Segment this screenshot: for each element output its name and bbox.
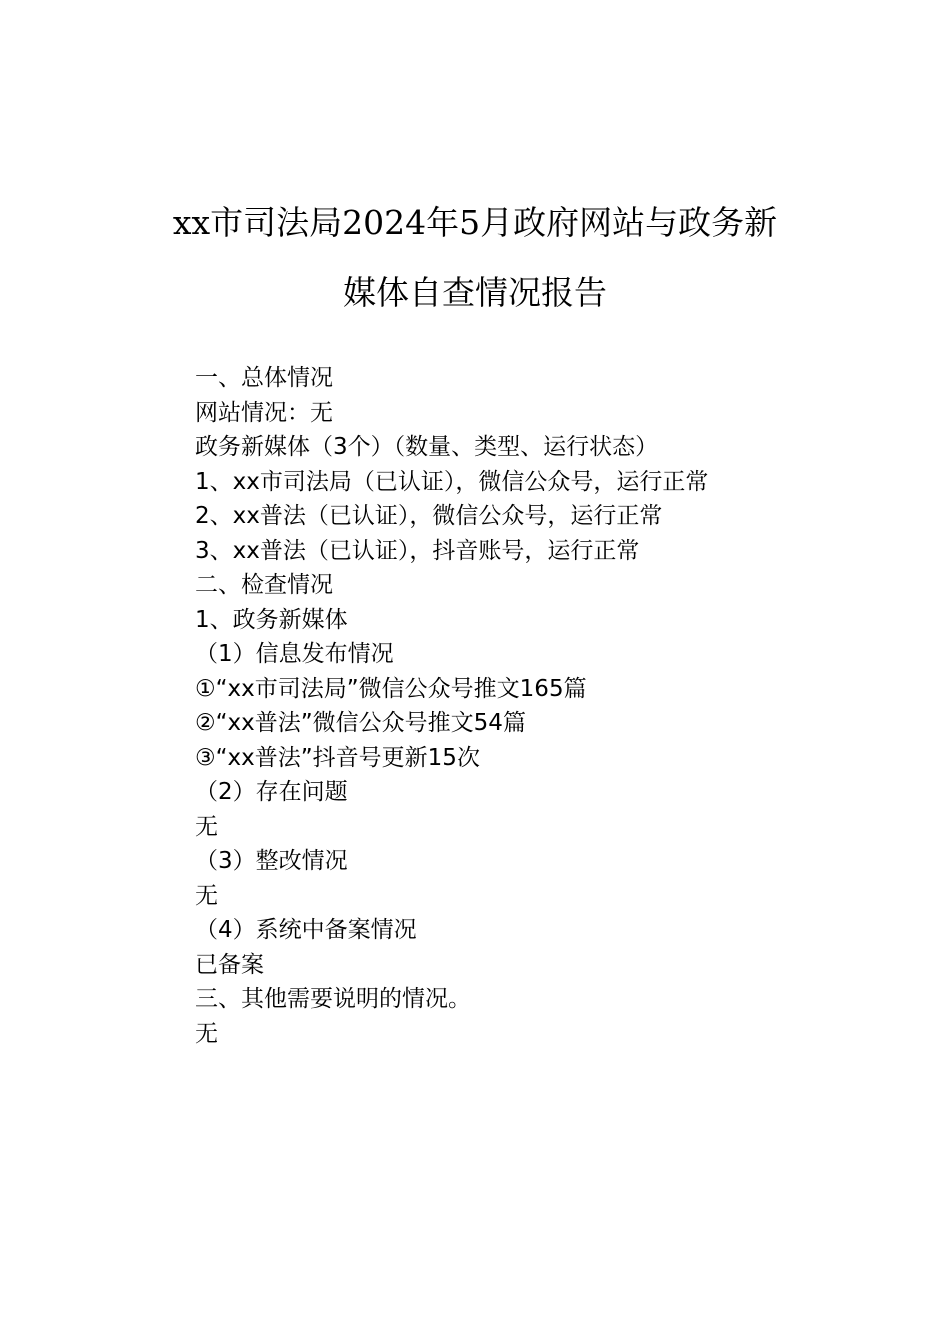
new-media-item-1: 1、xx市司法局（已认证），微信公众号，运行正常 <box>195 468 709 495</box>
new-media-item-2: 2、xx普法（已认证），微信公众号，运行正常 <box>195 503 663 529</box>
subsection-rectification: （3）整改情况 <box>195 848 348 874</box>
section-heading-inspection: 二、检查情况 <box>195 572 333 598</box>
problems-value: 无 <box>195 813 218 840</box>
subsection-problems: （2）存在问题 <box>195 779 348 805</box>
new-media-summary-line: 政务新媒体（3个）（数量、类型、运行状态） <box>195 434 659 460</box>
rectification-value: 无 <box>195 882 218 909</box>
document-title-line-2: 媒体自查情况报告 <box>343 273 607 312</box>
document-body <box>195 361 915 1051</box>
new-media-item-3: 3、xx普法（已认证），抖音账号，运行正常 <box>195 537 640 564</box>
publishing-item-2: ②“xx普法”微信公众号推文54篇 <box>195 710 526 736</box>
subsection-filing: （4）系统中备案情况 <box>195 917 417 943</box>
subsection-new-media: 1、政务新媒体 <box>195 606 348 633</box>
other-value: 无 <box>195 1020 218 1047</box>
section-heading-other: 三、其他需要说明的情况。 <box>195 986 471 1012</box>
filing-value: 已备案 <box>195 951 264 978</box>
website-status-line: 网站情况：无 <box>195 399 333 426</box>
subsection-publishing: （1）信息发布情况 <box>195 641 394 667</box>
publishing-item-3: ③“xx普法”抖音号更新15次 <box>195 744 480 771</box>
document-title-line-1: xx市司法局2024年5月政府网站与政务新 <box>172 203 778 242</box>
publishing-item-1: ①“xx市司法局”微信公众号推文165篇 <box>195 675 587 702</box>
section-heading-overall: 一、总体情况 <box>195 365 333 391</box>
